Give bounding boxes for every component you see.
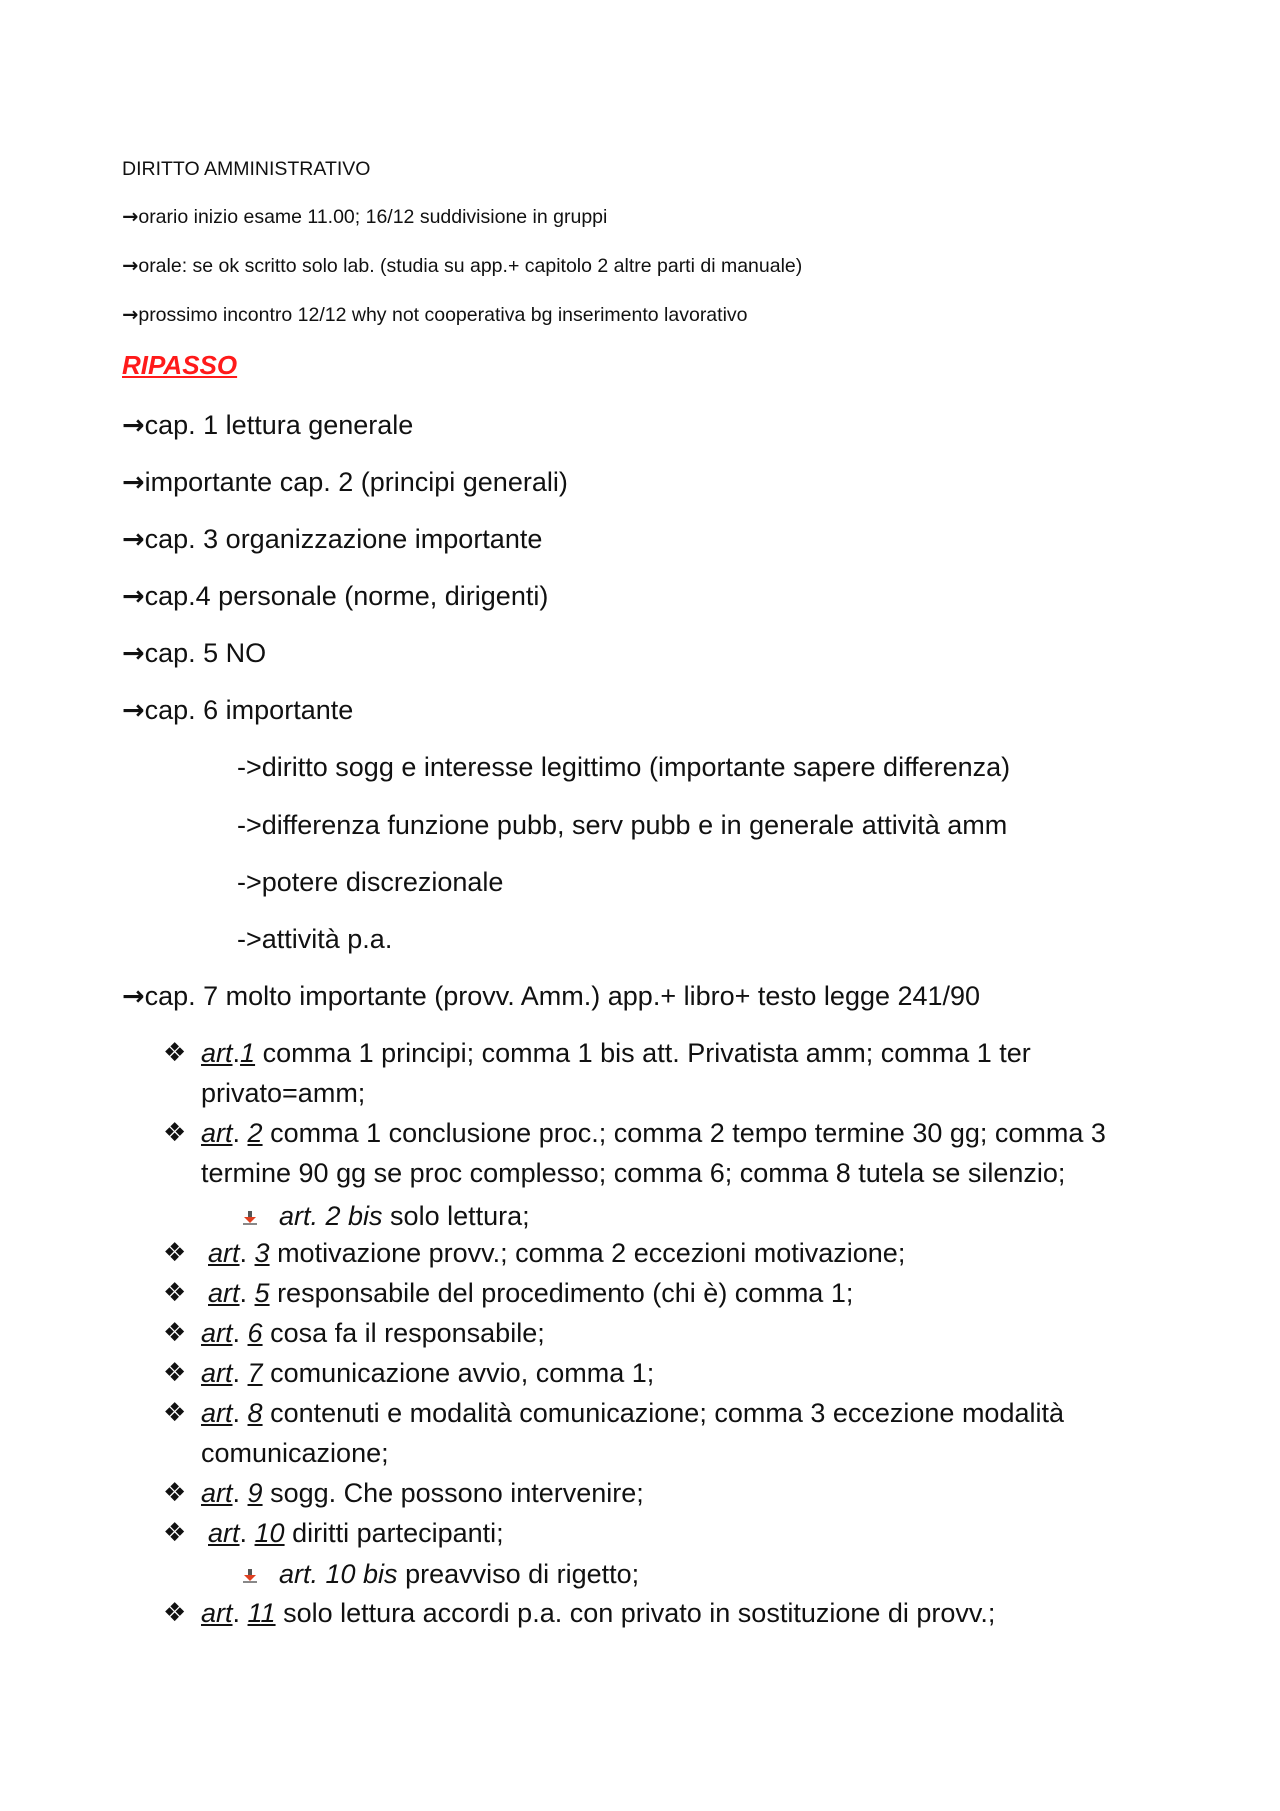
arrow-icon: →: [122, 695, 145, 726]
arrow-down-bullet-icon: [242, 1210, 258, 1226]
note-text: orale: se ok scritto solo lab. (studia su app.+ capitolo 2 altre parti di manuale): [138, 255, 803, 277]
sub-article-label: art. 10 bis: [279, 1559, 398, 1589]
article-item: [208, 1233, 1158, 1273]
arrow-icon: →: [122, 581, 145, 612]
article-item: [201, 1313, 1151, 1353]
article-number: 5: [254, 1278, 270, 1308]
article-separator: .: [239, 1278, 255, 1308]
chapter-text: cap. 1 lettura generale: [144, 410, 414, 440]
chapter-text: cap. 5 NO: [144, 638, 267, 668]
note-item: [122, 303, 748, 327]
article-separator: .: [232, 1358, 248, 1388]
article-label: art: [208, 1518, 240, 1548]
cap6-subitem: ->differenza funzione pubb, serv pubb e in generale attività amm: [237, 810, 1008, 840]
ripasso-heading: RIPASSO: [122, 350, 238, 380]
article-number: 11: [247, 1598, 276, 1628]
article-label: art: [201, 1038, 233, 1068]
arrow-icon: →: [122, 303, 139, 326]
sub-article-label: art. 2 bis: [279, 1201, 383, 1231]
chapter-item: [122, 579, 548, 614]
article-label: art: [201, 1358, 233, 1388]
chapter-text: cap. 7 molto importante (provv. Amm.) app.+ libro+ testo legge 241/90: [144, 981, 981, 1011]
article-text: motivazione provv.; comma 2 eccezioni motivazione;: [269, 1238, 906, 1268]
article-number: 8: [247, 1398, 263, 1428]
note-item: [122, 205, 607, 229]
diamond-bullet-icon: ❖: [163, 1598, 187, 1628]
cap6-subitem: ->diritto sogg e interesse legittimo (importante sapere differenza): [237, 752, 1011, 782]
article-text: comma 1 principi; comma 1 bis att. Privatista amm; comma 1 ter privato=amm;: [201, 1038, 1031, 1108]
diamond-bullet-icon: ❖: [163, 1478, 187, 1508]
diamond-bullet-icon: ❖: [163, 1278, 187, 1308]
article-label: art: [201, 1598, 233, 1628]
diamond-bullet-icon: ❖: [163, 1118, 187, 1148]
note-text: orario inizio esame 11.00; 16/12 suddivisione in gruppi: [138, 206, 608, 228]
diamond-bullet-icon: ❖: [163, 1358, 187, 1388]
sub-article-text: solo lettura;: [382, 1201, 530, 1231]
article-number: 2: [247, 1118, 263, 1148]
cap6-subitem: ->attività p.a.: [237, 924, 393, 954]
article-label: art: [208, 1278, 240, 1308]
diamond-bullet-icon: ❖: [163, 1398, 187, 1428]
arrow-icon: →: [122, 638, 145, 669]
article-label: art: [201, 1398, 233, 1428]
article-item: [201, 1593, 1151, 1633]
article-number: 9: [247, 1478, 263, 1508]
article-text: solo lettura accordi p.a. con privato in sostituzione di provv.;: [275, 1598, 996, 1628]
article-text: comma 1 conclusione proc.; comma 2 tempo termine 30 gg; comma 3 termine 90 gg se proc complesso; comma 6; comma 8 tutela se silenzio;: [201, 1118, 1106, 1188]
diamond-bullet-icon: ❖: [163, 1318, 187, 1348]
arrow-icon: →: [122, 467, 145, 498]
article-item: [208, 1513, 1158, 1553]
article-text: contenuti e modalità comunicazione; comma 3 eccezione modalità comunicazione;: [201, 1398, 1064, 1468]
article-separator: .: [232, 1038, 241, 1068]
article-number: 7: [247, 1358, 263, 1388]
article-number: 6: [247, 1318, 263, 1348]
arrow-icon: →: [122, 410, 145, 441]
chapter-item: [122, 465, 568, 500]
chapter-item: [122, 522, 542, 557]
chapter-item: [122, 408, 413, 443]
arrow-icon: →: [122, 205, 139, 228]
article-item: [201, 1353, 1151, 1393]
article-separator: .: [232, 1398, 248, 1428]
arrow-icon: →: [122, 254, 139, 277]
article-text: sogg. Che possono intervenire;: [262, 1478, 644, 1508]
article-item: [201, 1033, 1151, 1113]
article-number: 3: [254, 1238, 270, 1268]
arrow-down-bullet-icon: [242, 1568, 258, 1584]
diamond-bullet-icon: ❖: [163, 1038, 187, 1068]
article-text: diritti partecipanti;: [284, 1518, 504, 1548]
chapter-text: cap. 3 organizzazione importante: [144, 524, 543, 554]
article-text: responsabile del procedimento (chi è) comma 1;: [269, 1278, 854, 1308]
note-item: [122, 254, 802, 278]
arrow-icon: →: [122, 981, 145, 1012]
chapter-text: cap.4 personale (norme, dirigenti): [144, 581, 549, 611]
sub-article-item: [279, 1199, 530, 1233]
article-separator: .: [232, 1118, 248, 1148]
sub-article-item: [279, 1557, 639, 1591]
article-separator: .: [239, 1518, 255, 1548]
article-item: [201, 1393, 1151, 1473]
article-label: art: [201, 1118, 233, 1148]
chapter-text: cap. 6 importante: [144, 695, 354, 725]
chapter-text: importante cap. 2 (principi generali): [144, 467, 568, 497]
article-separator: .: [232, 1598, 248, 1628]
diamond-bullet-icon: ❖: [163, 1238, 187, 1268]
article-label: art: [201, 1318, 233, 1348]
cap6-subitem: ->potere discrezionale: [237, 867, 504, 897]
article-item: [201, 1113, 1151, 1193]
article-label: art: [208, 1238, 240, 1268]
article-text: cosa fa il responsabile;: [262, 1318, 545, 1348]
article-separator: .: [232, 1478, 248, 1508]
chapter-item: [122, 636, 266, 671]
chapter-item: [122, 693, 353, 728]
document-title: DIRITTO AMMINISTRATIVO: [122, 158, 371, 180]
sub-article-text: preavviso di rigetto;: [397, 1559, 640, 1589]
note-text: prossimo incontro 12/12 why not cooperativa bg inserimento lavorativo: [138, 304, 748, 326]
article-number: 10: [254, 1518, 285, 1548]
diamond-bullet-icon: ❖: [163, 1518, 187, 1548]
article-number: 1: [240, 1038, 256, 1068]
article-text: comunicazione avvio, comma 1;: [262, 1358, 655, 1388]
article-item: [208, 1273, 1158, 1313]
article-label: art: [201, 1478, 233, 1508]
article-separator: .: [239, 1238, 255, 1268]
article-item: [201, 1473, 1151, 1513]
arrow-icon: →: [122, 524, 145, 555]
chapter-item: [122, 979, 980, 1014]
article-separator: .: [232, 1318, 248, 1348]
